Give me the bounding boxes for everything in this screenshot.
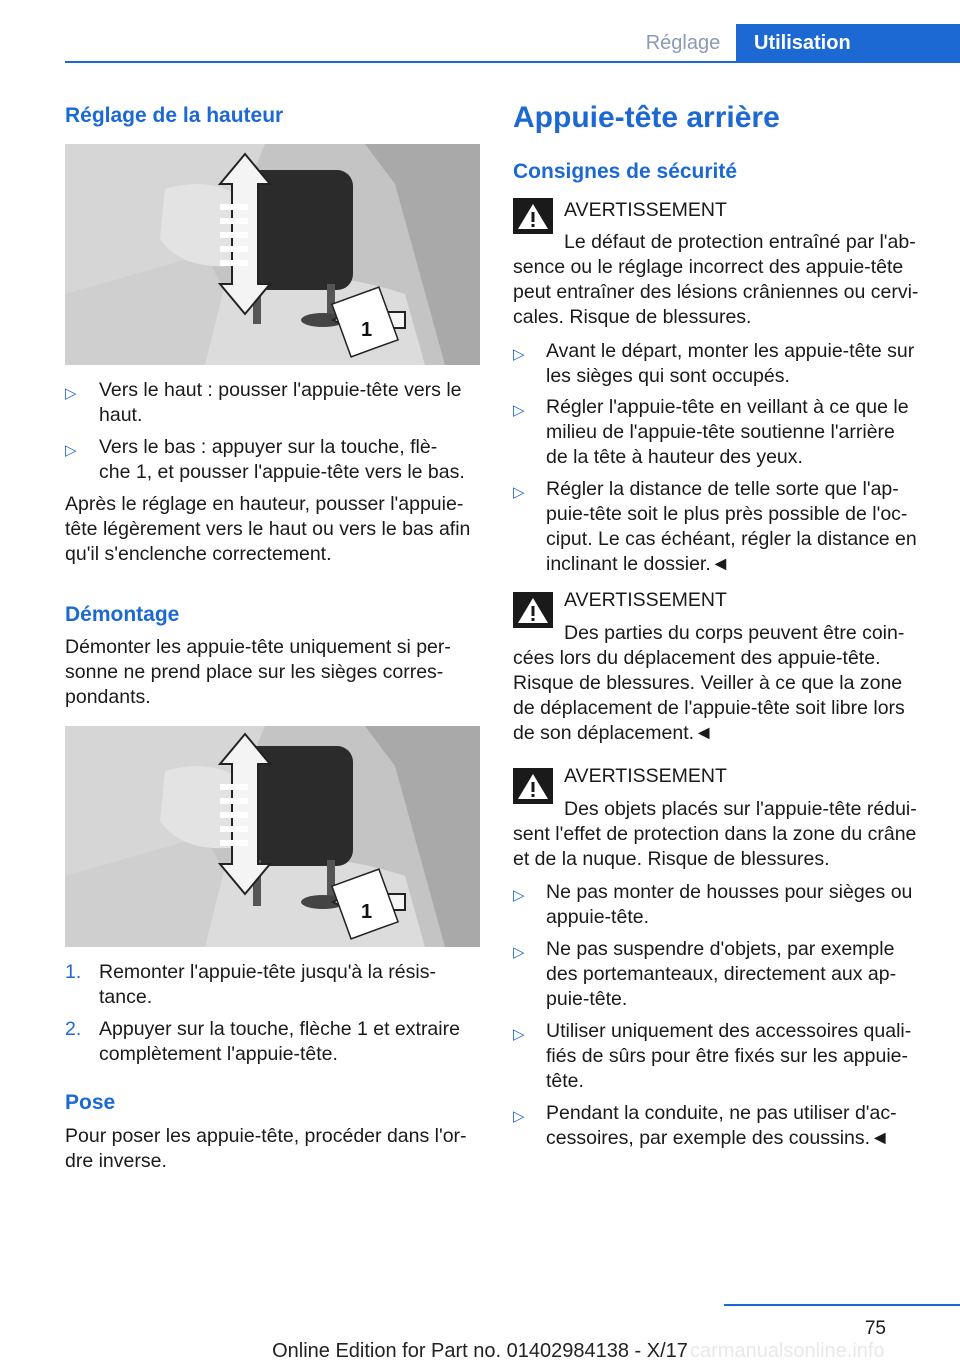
para-line: Démonter les appuie-tête uniquement si per-: [65, 636, 451, 658]
warning-icon: [513, 592, 553, 628]
triangle-bullet-icon: ▷: [513, 484, 525, 501]
bullet-line: cessoires, par exemple des coussins.◄: [546, 1127, 890, 1149]
bullet-line: tête.: [546, 1070, 584, 1092]
para-line: pondants.: [65, 686, 151, 708]
triangle-bullet-icon: ▷: [65, 385, 77, 402]
header-rule: [65, 61, 960, 63]
triangle-bullet-icon: ▷: [65, 442, 77, 459]
bullet-line: Avant le départ, monter les appuie-tête sur: [546, 340, 915, 362]
bullet-line: Ne pas monter de housses pour sièges ou: [546, 881, 913, 903]
para-line: dre inverse.: [65, 1150, 167, 1172]
triangle-bullet-icon: ▷: [513, 887, 525, 904]
bullet-line: appuie-tête.: [546, 906, 649, 928]
headrest-height-illustration: [65, 144, 480, 365]
step-number: 1.: [65, 961, 82, 983]
bullet-line: che 1, et pousser l'appuie-tête vers le bas.: [99, 461, 465, 483]
bullet-line: Régler la distance de telle sorte que l'ap-: [546, 478, 899, 500]
warning-label: AVERTISSEMENT: [564, 589, 727, 611]
heading-height-adjustment: Réglage de la hauteur: [65, 104, 284, 127]
watermark: carmanualsonline.info: [690, 1340, 885, 1362]
header-tab-section: Réglage: [645, 32, 721, 54]
section-subtitle: Consignes de sécurité: [513, 160, 738, 183]
bullet-line: milieu de l'appuie-tête soutienne l'arrière: [546, 421, 895, 443]
step-number: 2.: [65, 1018, 82, 1040]
bullet-line: ciput. Le cas échéant, régler la distance en: [546, 528, 917, 550]
triangle-bullet-icon: ▷: [513, 1026, 525, 1043]
warning-icon: [513, 198, 553, 234]
warning-line: sent l'effet de protection dans la zone du crâne: [513, 823, 917, 845]
step-line: tance.: [99, 986, 153, 1008]
bullet-line: Régler l'appuie-tête en veillant à ce que le: [546, 396, 909, 418]
bullet-line: les sièges qui sont occupés.: [546, 365, 790, 387]
edition-note: Online Edition for Part no. 01402984138 - X/17: [272, 1340, 688, 1362]
para-line: tête légèrement vers le haut ou vers le bas afin: [65, 518, 471, 540]
para-line: Pour poser les appuie-tête, procéder dans l'or-: [65, 1125, 467, 1147]
para-line: Après le réglage en hauteur, pousser l'appuie-: [65, 493, 464, 515]
warning-line: de son déplacement.◄: [513, 722, 714, 744]
figure-headrest-removal: [65, 726, 480, 947]
figure-headrest-height: [65, 144, 480, 365]
page-number: 75: [864, 1318, 886, 1339]
triangle-bullet-icon: ▷: [513, 944, 525, 961]
page-title: Appuie-tête arrière: [513, 101, 780, 134]
warning-line: cées lors du déplacement des appuie-tête.: [513, 647, 881, 669]
step-line: Appuyer sur la touche, flèche 1 et extraire: [99, 1018, 460, 1040]
footer-rule: [724, 1304, 960, 1306]
warning-line: Le défaut de protection entraîné par l'ab-: [564, 231, 916, 253]
headrest-removal-illustration: [65, 726, 480, 947]
bullet-line: Pendant la conduite, ne pas utiliser d'ac-: [546, 1102, 897, 1124]
bullet-line: inclinant le dossier.◄: [546, 553, 731, 575]
warning-line: cales. Risque de blessures.: [513, 306, 752, 328]
triangle-bullet-icon: ▷: [513, 402, 525, 419]
heading-install: Pose: [65, 1091, 116, 1114]
bullet-line: fiés de sûrs pour être fixés sur les appuie-: [546, 1045, 909, 1067]
triangle-bullet-icon: ▷: [513, 346, 525, 363]
figure-label-1: 1: [361, 319, 373, 341]
figure-label-1: 1: [361, 901, 373, 923]
bullet-line: de la tête à hauteur des yeux.: [546, 446, 803, 468]
warning-icon: [513, 768, 553, 804]
warning-label: AVERTISSEMENT: [564, 765, 727, 787]
bullet-line: Vers le haut : pousser l'appuie-tête vers le: [99, 379, 462, 401]
header-tab-chapter-label: Utilisation: [754, 32, 851, 54]
warning-line: sence ou le réglage incorrect des appuie-tête: [513, 256, 904, 278]
header-tab-chapter: [736, 24, 960, 62]
bullet-line: puie-tête.: [546, 988, 628, 1010]
step-line: complètement l'appuie-tête.: [99, 1043, 338, 1065]
bullet-line: Utiliser uniquement des accessoires quali-: [546, 1020, 912, 1042]
triangle-bullet-icon: ▷: [513, 1108, 525, 1125]
bullet-line: haut.: [99, 404, 143, 426]
bullet-line: Vers le bas : appuyer sur la touche, flè-: [99, 436, 438, 458]
step-line: Remonter l'appuie-tête jusqu'à la résis-: [99, 961, 436, 983]
warning-line: Des parties du corps peuvent être coin-: [564, 622, 905, 644]
heading-removal: Démontage: [65, 603, 180, 626]
warning-label: AVERTISSEMENT: [564, 199, 727, 221]
warning-line: de déplacement de l'appuie-tête soit libre lors: [513, 697, 905, 719]
bullet-line: des portemanteaux, directement aux ap-: [546, 963, 897, 985]
warning-line: et de la nuque. Risque de blessures.: [513, 848, 830, 870]
bullet-line: Ne pas suspendre d'objets, par exemple: [546, 938, 895, 960]
warning-line: peut entraîner des lésions crâniennes ou cervi-: [513, 281, 919, 303]
bullet-line: puie-tête soit le plus près possible de l'oc-: [546, 503, 908, 525]
warning-line: Des objets placés sur l'appuie-tête rédui-: [564, 798, 917, 820]
para-line: qu'il s'enclenche correctement.: [65, 543, 332, 565]
warning-line: Risque de blessures. Veiller à ce que la zone: [513, 672, 903, 694]
para-line: sonne ne prend place sur les sièges corres-: [65, 661, 444, 683]
